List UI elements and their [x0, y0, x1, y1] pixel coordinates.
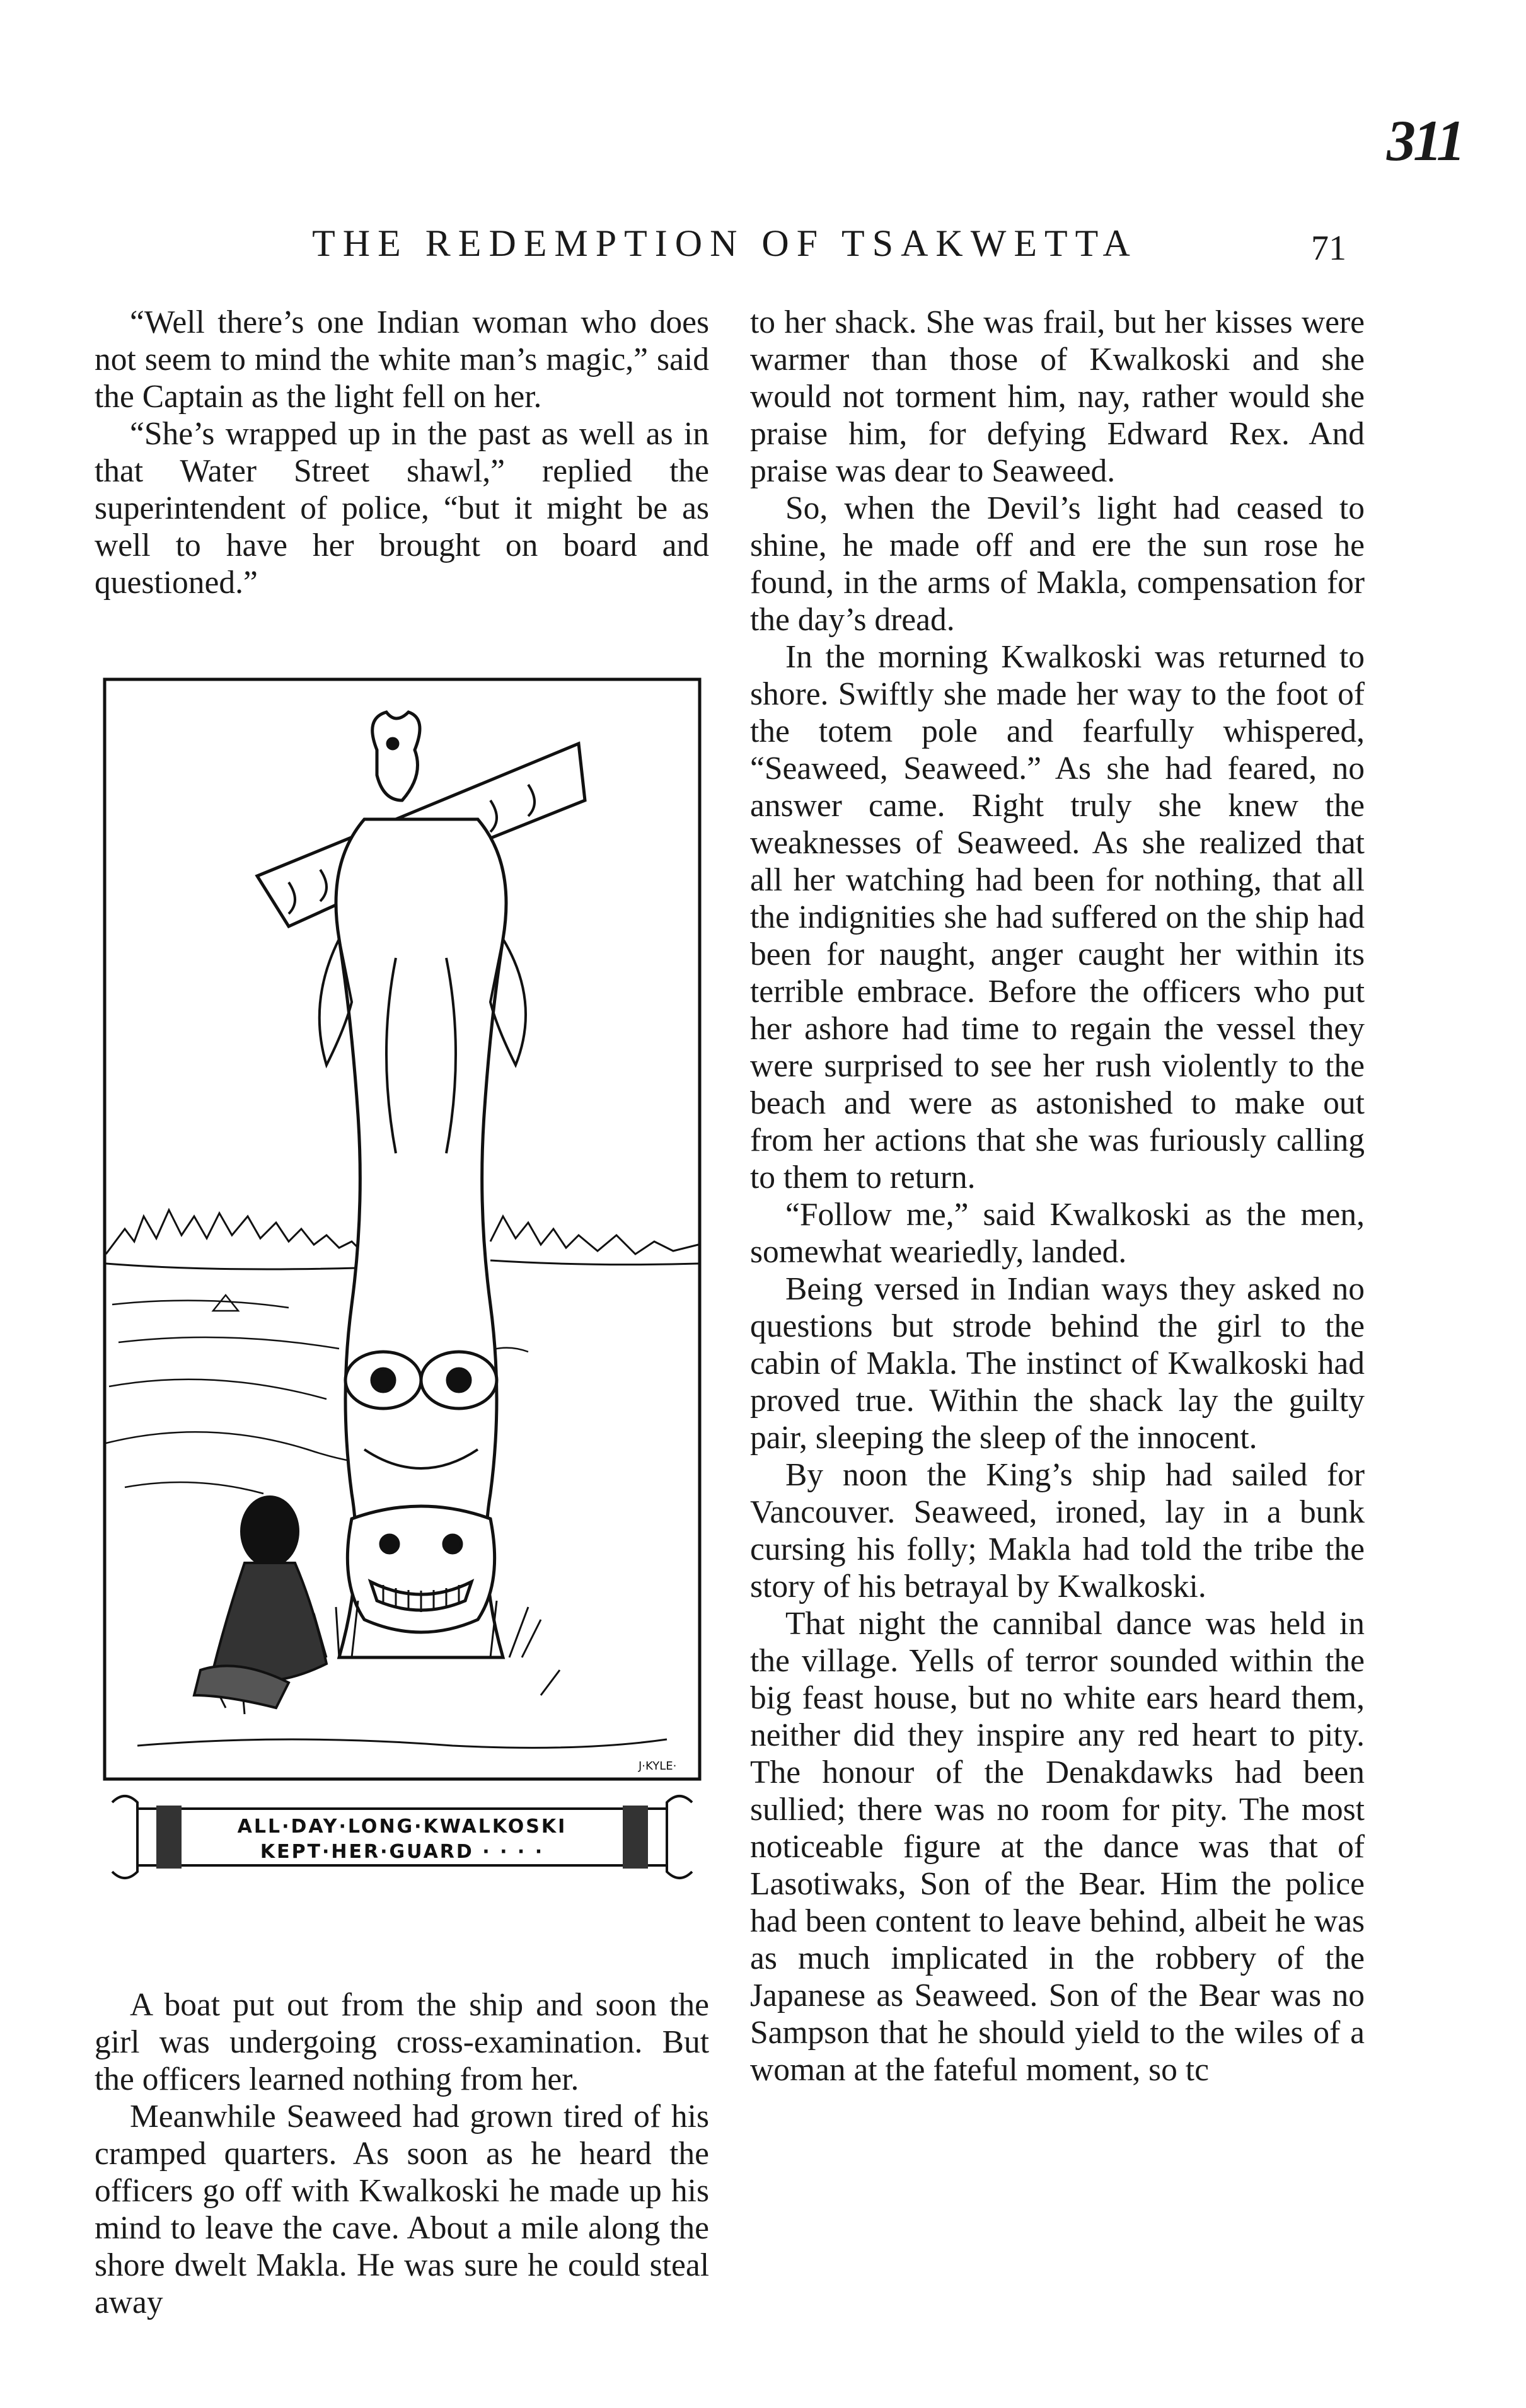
totem-pole-illustration	[100, 674, 705, 1910]
caption-line-2: KEPT·HER·GUARD · · · ·	[260, 1841, 545, 1863]
paragraph: By noon the King’s ship had sailed for Vancouver. Seaweed, ironed, lay in a bunk cursing his folly; Makla had told the tribe the story of his betrayal by Kwalkoski.	[750, 1457, 1365, 1604]
paragraph: A boat put out from the ship and soon the girl was undergoing cross-examination. But the officers learned nothing from her.	[95, 1987, 709, 2097]
illustration-drawing	[100, 674, 705, 1910]
running-head: THE REDEMPTION OF TSAKWETTA	[312, 222, 1138, 264]
paragraph: “Well there’s one Indian woman who does not seem to mind the white man’s magic,” said the Captain as the light fell on her.	[95, 304, 709, 415]
left-column-top	[95, 304, 709, 601]
page-number: 71	[1311, 229, 1346, 268]
caption-banner	[112, 1796, 692, 1878]
paragraph: “She’s wrapped up in the past as well as in that Water Street shawl,” replied the superintendent of police, “but it might be as well to have her brought on board and questioned.”	[95, 416, 709, 601]
left-column-bottom	[95, 1986, 709, 2321]
paragraph-continued: to her shack. She was frail, but her kisses were warmer than those of Kwalkoski and she would not torment him, nay, rather would she praise him, for defying Edward Rex. And praise was dear to Seaweed.	[750, 304, 1365, 489]
caption-line-1: ALL·DAY·LONG·KWALKOSKI	[237, 1816, 567, 1838]
paragraph: That night the cannibal dance was held in the village. Yells of terror sounded within the big feast house, but no white ears heard them, neither did they inspire any red heart to pity. The honour of the Denakdawks had been sullied; there was no room for pity. The most noticeable figure at the dance was that of Lasotiwaks, Son of the Bear. Him the police had been content to leave behind, albeit he was as much implicated in the robbery of the Japanese as Seaweed. Son of the Bear was no Sampson that he should yield to the wiles of a woman at the fateful moment, so tc	[750, 1606, 1365, 2088]
paragraph: So, when the Devil’s light had ceased to shine, he made off and ere the sun rose he found, in the arms of Makla, compensation for the day’s dread.	[750, 490, 1365, 638]
right-column	[750, 304, 1365, 2088]
paragraph: Being versed in Indian ways they asked no questions but strode behind the girl to the cabin of Makla. The instinct of Kwalkoski had proved true. Within the shack lay the guilty pair, sleeping the sleep of the innocent.	[750, 1271, 1365, 1456]
paragraph: “Follow me,” said Kwalkoski as the men, somewhat weariedly, landed.	[750, 1197, 1365, 1270]
paragraph: In the morning Kwalkoski was returned to shore. Swiftly she made her way to the foot of the totem pole and fearfully whispered, “Seaweed, Seaweed.” As she had feared, no answer came. Right truly she knew the weaknesses of Seaweed. As she realized that all her watching had been for nothing, that all the indignities she had suffered on the ship had been for naught, anger caught her within its terrible embrace. Before the officers who put her ashore had time to regain the vessel they were surprised to see her rush violently to the beach and were as astonished to make out from her actions that she was furiously calling to them to return.	[750, 639, 1365, 1195]
artist-signature: J·KYLE·	[639, 1760, 677, 1773]
handwritten-folio: 311	[1387, 108, 1463, 173]
paragraph: Meanwhile Seaweed had grown tired of his cramped quarters. As soon as he heard the officers go off with Kwalkoski he made up his mind to leave the cave. About a mile along the shore dwelt Makla. He was sure he could steal away	[95, 2099, 709, 2320]
